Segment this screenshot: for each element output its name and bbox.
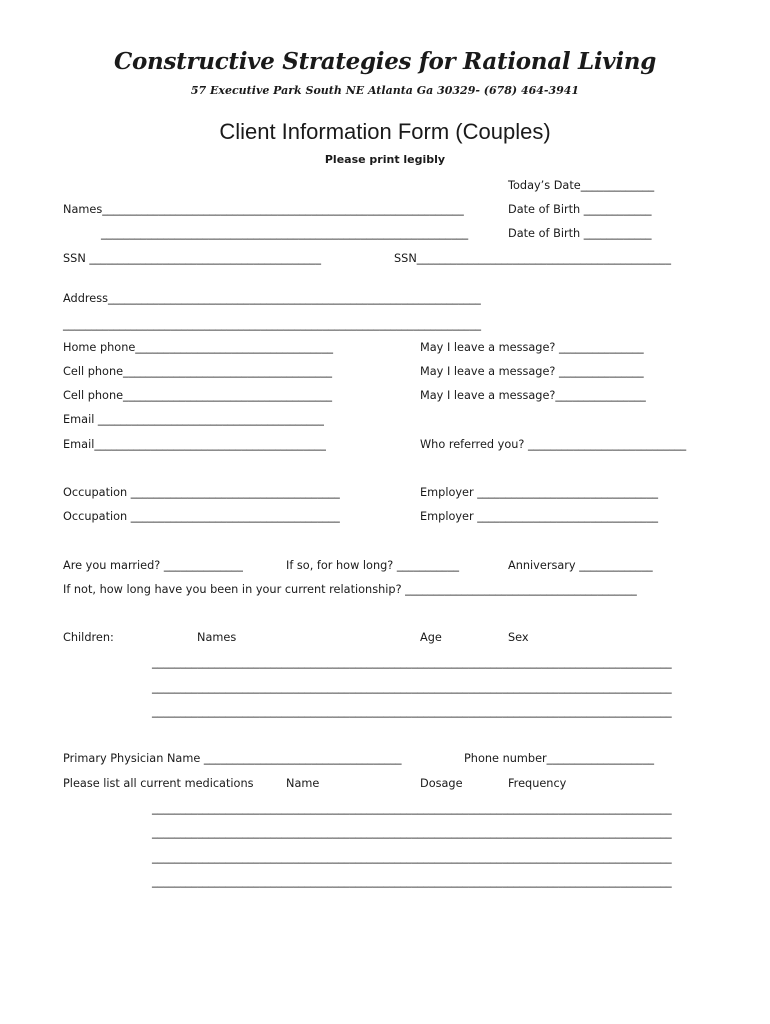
children-entry-line[interactable]: ____________________________________________________________________________________________ bbox=[152, 656, 672, 669]
anniversary-field[interactable]: Anniversary _____________ bbox=[508, 559, 653, 572]
medication-entry-line[interactable]: ____________________________________________________________________________________________ bbox=[152, 826, 672, 839]
referred-by-field[interactable]: Who referred you? ____________________________ bbox=[420, 438, 687, 451]
form-title: Client Information Form (Couples) bbox=[219, 119, 551, 144]
medication-entry-line[interactable]: ____________________________________________________________________________________________ bbox=[152, 802, 672, 815]
medication-dosage-header: Dosage bbox=[420, 777, 463, 790]
relationship-duration-field[interactable]: If not, how long have you been in your current relationship? _________________________________________ bbox=[63, 583, 637, 596]
ssn-field[interactable]: SSN_____________________________________________ bbox=[394, 252, 671, 265]
children-sex-header: Sex bbox=[508, 631, 529, 644]
married-field[interactable]: Are you married? ______________ bbox=[63, 559, 243, 572]
children-label: Children: bbox=[63, 631, 114, 644]
occupation-field[interactable]: Occupation _____________________________________ bbox=[63, 486, 340, 499]
date-of-birth-field[interactable]: Date of Birth ____________ bbox=[508, 227, 652, 240]
occupation-field[interactable]: Occupation _____________________________________ bbox=[63, 510, 340, 523]
names-field[interactable]: Names________________________________________________________________ bbox=[63, 203, 464, 216]
primary-physician-field[interactable]: Primary Physician Name ___________________________________ bbox=[63, 752, 402, 765]
cell-phone-field[interactable]: Cell phone_____________________________________ bbox=[63, 365, 333, 378]
organization-address: 57 Executive Park South NE Atlanta Ga 30329- (678) 464-3941 bbox=[190, 84, 580, 97]
children-age-header: Age bbox=[420, 631, 442, 644]
employer-field[interactable]: Employer ________________________________ bbox=[420, 486, 658, 499]
todays-date-field[interactable]: Today’s Date_____________ bbox=[508, 179, 655, 192]
children-entry-line[interactable]: ____________________________________________________________________________________________ bbox=[152, 705, 672, 718]
leave-message-field[interactable]: May I leave a message? _______________ bbox=[420, 365, 644, 378]
home-phone-field[interactable]: Home phone___________________________________ bbox=[63, 341, 333, 354]
medication-name-header: Name bbox=[286, 777, 320, 790]
medications-label: Please list all current medications bbox=[63, 777, 254, 790]
address-second-line[interactable]: __________________________________________________________________________ bbox=[63, 318, 481, 331]
employer-field[interactable]: Employer ________________________________ bbox=[420, 510, 658, 523]
leave-message-field[interactable]: May I leave a message? _______________ bbox=[420, 341, 644, 354]
medication-entry-line[interactable]: ____________________________________________________________________________________________ bbox=[152, 851, 672, 864]
leave-message-field[interactable]: May I leave a message?________________ bbox=[420, 389, 646, 402]
names-second-line[interactable]: _________________________________________________________________ bbox=[101, 227, 469, 240]
date-of-birth-field[interactable]: Date of Birth ____________ bbox=[508, 203, 652, 216]
cell-phone-field[interactable]: Cell phone_____________________________________ bbox=[63, 389, 333, 402]
medication-frequency-header: Frequency bbox=[508, 777, 567, 790]
organization-name: Constructive Strategies for Rational Living bbox=[114, 48, 656, 75]
email-field[interactable]: Email ________________________________________ bbox=[63, 413, 324, 426]
children-entry-line[interactable]: ____________________________________________________________________________________________ bbox=[152, 681, 672, 694]
married-duration-field[interactable]: If so, for how long? ___________ bbox=[286, 559, 460, 572]
children-names-header: Names bbox=[197, 631, 237, 644]
address-field[interactable]: Address__________________________________________________________________ bbox=[63, 292, 481, 305]
form-subtitle: Please print legibly bbox=[324, 153, 446, 166]
medication-entry-line[interactable]: ____________________________________________________________________________________________ bbox=[152, 875, 672, 888]
physician-phone-field[interactable]: Phone number___________________ bbox=[464, 752, 654, 765]
ssn-field[interactable]: SSN _________________________________________ bbox=[63, 252, 321, 265]
email-field[interactable]: Email_________________________________________ bbox=[63, 438, 326, 451]
